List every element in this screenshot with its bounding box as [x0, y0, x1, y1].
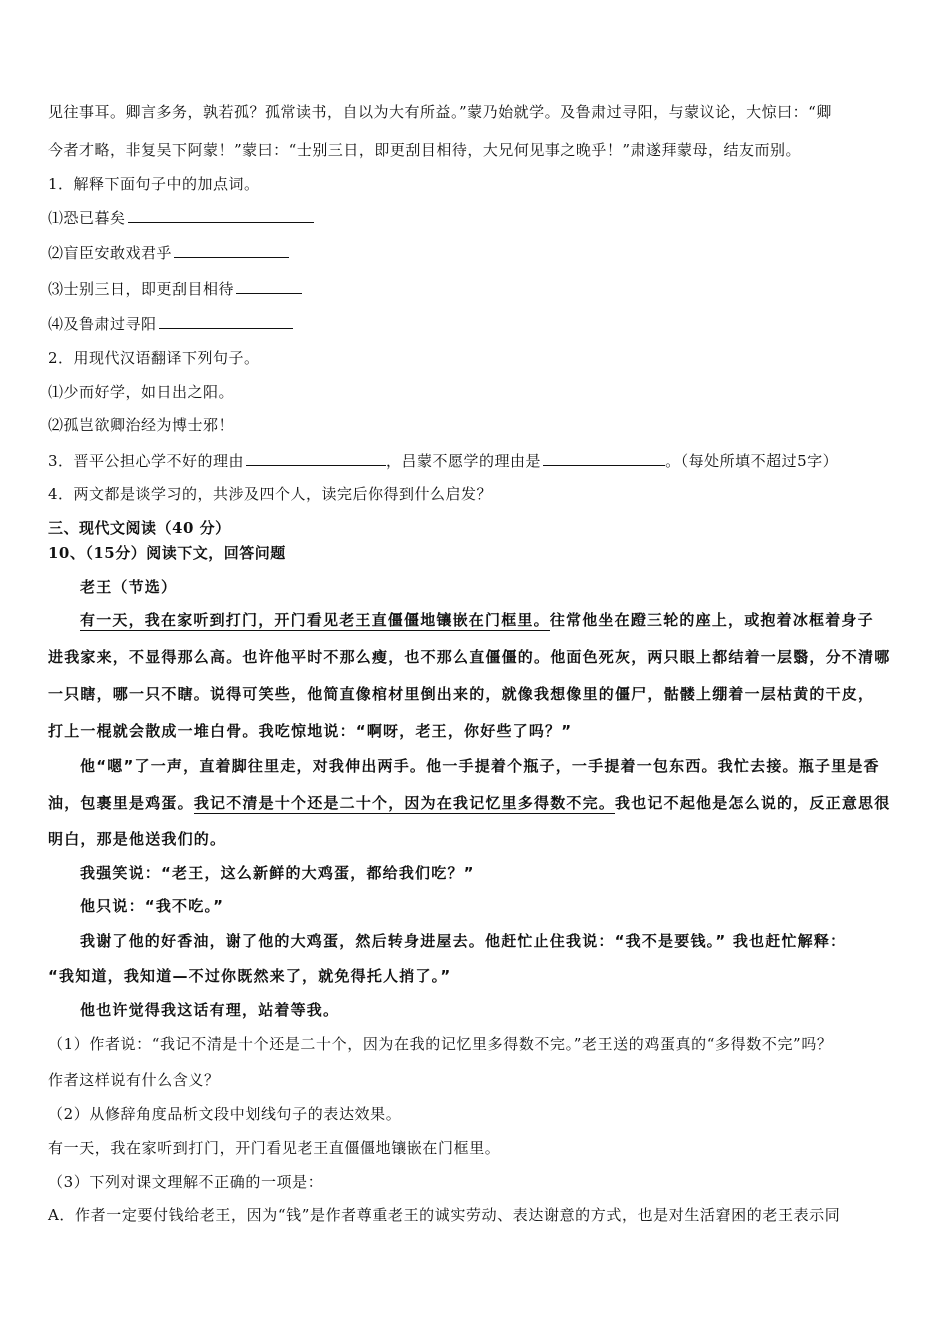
article-p2-line1: 他“嗯”了一声，直着脚往里走，对我伸出两手。他一手提着个瓶子，一手提着一包东西。我忙去接。瓶子里是香 [80, 757, 880, 775]
answer-blank[interactable] [159, 313, 293, 329]
q3-part2: ，吕蒙不愿学的理由是 [386, 452, 542, 470]
q1-item-4-text: ⑷及鲁肃过寻阳 [48, 315, 157, 333]
article-p3: 我强笑说：“老王，这么新鲜的大鸡蛋，都给我们吃？” [80, 864, 475, 882]
article-p1-line1 [80, 610, 913, 630]
question-3: （3）下列对课文理解不正确的一项是： [48, 1173, 324, 1191]
q4-title: 4．两文都是谈学习的，共涉及四个人，读完后你得到什么启发？ [48, 485, 493, 503]
answer-blank[interactable] [246, 450, 386, 466]
article-p2-line3: 明白，那是他送我们的。 [48, 830, 227, 848]
q2-title: 2．用现代汉语翻译下列句子。 [48, 349, 260, 367]
underlined-sentence: 我记不清是十个还是二十个，因为在我记忆里多得数不完。 [193, 794, 616, 812]
article-p1-line3: 一只瞎，哪一只不瞎。说得可笑些，他简直像棺材里倒出来的，就像我想像里的僵尸，骷髅上绷着一层枯黄的干皮， [48, 685, 875, 703]
q3-line [48, 450, 913, 471]
q3-part3: 。（每处所填不超过5字） [665, 452, 839, 470]
answer-blank[interactable] [174, 242, 289, 258]
answer-blank[interactable] [543, 450, 665, 466]
passage-line-1: 见往事耳。卿言多务，孰若孤？孤常读书，自以为大有所益。”蒙乃始就学。及鲁肃过寻阳，与蒙议论，大惊曰：“卿 [48, 103, 832, 121]
article-p1-rest: 往常他坐在蹬三轮的座上，或抱着冰框着身子 [549, 611, 874, 629]
q1-item-1-text: ⑴恐已暮矣 [48, 209, 126, 227]
q2-item-1: ⑴少而好学，如日出之阳。 [48, 383, 235, 401]
answer-blank[interactable] [128, 207, 314, 223]
article-title: 老王（节选） [80, 578, 178, 596]
q1-item-4 [48, 313, 913, 334]
option-a: A．作者一定要付钱给老王，因为“钱”是作者尊重老王的诚实劳动、表达谢意的方式，也是对生活窘困的老王表示同 [48, 1206, 841, 1224]
article-p5-line2: “我知道，我知道—不过你既然来了，就免得托人捎了。” [48, 967, 452, 985]
q3-part1: 3．晋平公担心学不好的理由 [48, 452, 245, 470]
q2-item-2: ⑵孤岂欲卿治经为博士邪！ [48, 416, 235, 434]
answer-blank[interactable] [236, 278, 302, 294]
q1-item-2-text: ⑵盲臣安敢戏君乎 [48, 244, 173, 262]
q1-item-2 [48, 242, 913, 263]
underlined-sentence: 有一天，我在家听到打门，开门看见老王直僵僵地镶嵌在门框里。 [80, 611, 550, 629]
question-1-line1: （1）作者说：“我记不清是十个还是二十个，因为在我的记忆里多得数不完。”老王送的鸡蛋真的“多得数不完”吗？ [48, 1035, 833, 1053]
q1-item-1 [48, 207, 913, 228]
passage-line-2: 今者才略，非复吴下阿蒙！”蒙曰：“士别三日，即更刮目相待，大兄何见事之晚乎！”肃遂拜蒙母，结友而别。 [48, 141, 802, 159]
question-2-quote: 有一天，我在家听到打门，开门看见老王直僵僵地镶嵌在门框里。 [48, 1139, 501, 1157]
q1-item-3 [48, 278, 913, 299]
article-p1-line2: 进我家来，不显得那么高。也许他平时不那么瘦，也不那么直僵僵的。他面色死灰，两只眼上都结着一层翳，分不清哪 [48, 648, 891, 666]
article-p2-pre: 油，包裹里是鸡蛋。 [48, 794, 194, 812]
article-p6: 他也许觉得我这话有理，站着等我。 [80, 1001, 340, 1019]
question-2: （2）从修辞角度品析文段中划线句子的表达效果。 [48, 1105, 402, 1123]
article-p2-line2 [48, 793, 913, 813]
q1-title: 1．解释下面句子中的加点词。 [48, 175, 260, 193]
section-heading: 三、现代文阅读（40 分） [48, 519, 231, 537]
article-p1-line4: 打上一棍就会散成一堆白骨。我吃惊地说：“啊呀，老王，你好些了吗？” [48, 722, 573, 740]
q10-heading: 10、（15分）阅读下文，回答问题 [48, 544, 286, 562]
question-1-line2: 作者这样说有什么含义？ [48, 1071, 220, 1089]
article-p2-post: 我也记不起他是怎么说的，反正意思很 [615, 794, 891, 812]
q1-item-3-text: ⑶士别三日，即更刮目相待 [48, 280, 235, 298]
article-p5-line1: 我谢了他的好香油，谢了他的大鸡蛋，然后转身进屋去。他赶忙止住我说：“我不是要钱。” 我也赶忙解释： [80, 932, 847, 950]
article-p4: 他只说：“我不吃。” [80, 897, 225, 915]
